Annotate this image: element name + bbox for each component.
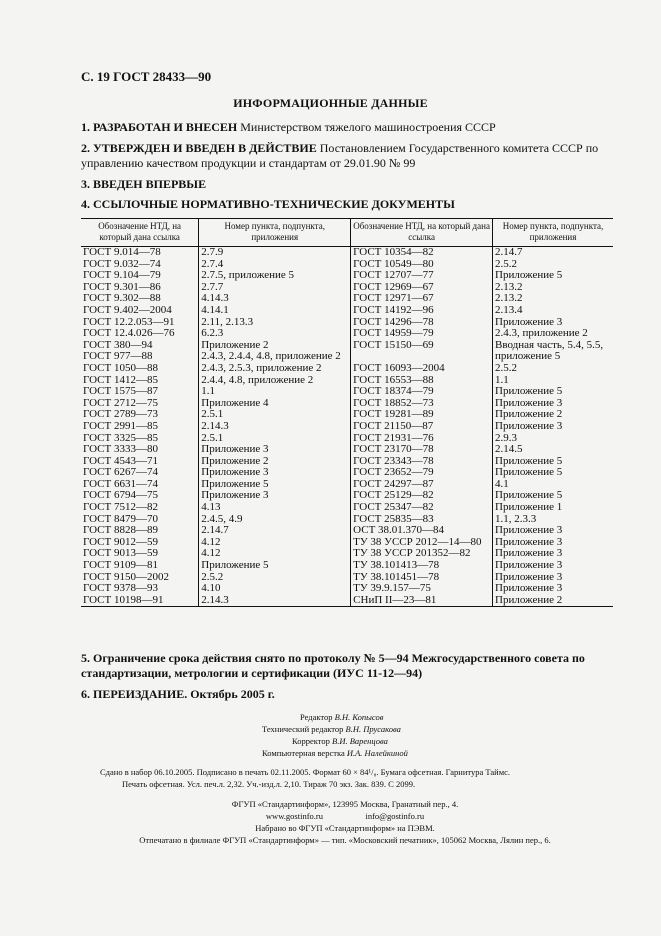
item-number: 1. bbox=[81, 120, 90, 134]
clause-reference: 4.14.1 bbox=[201, 303, 229, 316]
doc-designation: ГОСТ 18852—73 bbox=[353, 396, 434, 409]
clause-reference: 2.7.9 bbox=[201, 246, 224, 258]
publisher-line: ФГУП «Стандартинформ», 123995 Москва, Гранатный пер., 4. bbox=[231, 799, 459, 809]
doc-designation: ГОСТ 9013—59 bbox=[83, 547, 158, 560]
doc-designation: ГОСТ 8828—89 bbox=[83, 524, 158, 537]
clause-reference: Приложение 2 bbox=[495, 593, 563, 606]
clause-reference: Приложение 5 bbox=[201, 477, 269, 490]
column-header: Номер пункта, подпункта, приложения bbox=[199, 219, 351, 247]
page-title: ИНФОРМАЦИОННЫЕ ДАННЫЕ bbox=[233, 96, 428, 110]
doc-designation: ГОСТ 9.014—78 bbox=[83, 246, 161, 258]
doc-designation: ГОСТ 18374—79 bbox=[353, 385, 434, 398]
doc-designation: ГОСТ 9150—2002 bbox=[83, 570, 169, 583]
doc-designation: ГОСТ 9109—81 bbox=[83, 559, 158, 572]
doc-designation: ГОСТ 21931—76 bbox=[353, 431, 434, 444]
clause-reference: Приложение 3 bbox=[495, 524, 563, 537]
doc-designation: ГОСТ 16553—88 bbox=[353, 373, 434, 386]
item-text: ПЕРЕИЗДАНИЕ. Октябрь 2005 г. bbox=[93, 687, 275, 701]
clause-reference: 2.4.3, приложение 2 bbox=[495, 327, 588, 340]
item-number: 3. bbox=[81, 177, 90, 191]
reference-documents-table bbox=[81, 218, 613, 607]
clause-reference: 2.13.4 bbox=[495, 303, 523, 316]
doc-designation: ГОСТ 12.2.053—91 bbox=[83, 315, 175, 328]
clause-reference: Приложение 3 bbox=[201, 443, 269, 456]
clause-reference: Приложение 3 bbox=[495, 315, 563, 328]
clause-reference: 4.14.3 bbox=[201, 292, 229, 305]
doc-designation: ГОСТ 10354—82 bbox=[353, 246, 434, 258]
column-header: Обозначение НТД, на который дана ссылка bbox=[81, 219, 199, 247]
doc-designation: ГОСТ 14959—79 bbox=[353, 327, 434, 340]
publisher-web: www.gostinfo.ru info@gostinfo.ru bbox=[265, 811, 425, 821]
clause-reference: 2.7.5, приложение 5 bbox=[201, 269, 294, 282]
credit-proofreader: Корректор В.И. Варенцова bbox=[292, 736, 388, 746]
item-number: 5. bbox=[81, 651, 90, 665]
clause-reference: 2.7.4 bbox=[201, 257, 224, 270]
publisher-info bbox=[75, 798, 615, 846]
left-doc-column bbox=[81, 247, 199, 607]
item-text: Постановлением Государственного комитета СССР по управлению качеством продукции и стандартам от 29.01.90 № 99 bbox=[81, 141, 599, 170]
doc-designation: ГОСТ 1412—85 bbox=[83, 373, 158, 386]
doc-designation: ГОСТ 8479—70 bbox=[83, 512, 158, 525]
clause-reference: 4.1 bbox=[495, 477, 509, 490]
doc-designation: ГОСТ 9.302—88 bbox=[83, 292, 161, 305]
clause-reference: 2.14.7 bbox=[201, 524, 229, 537]
clause-reference: 6.2.3 bbox=[201, 327, 224, 340]
right-clause-column bbox=[493, 247, 614, 607]
clause-reference: Приложение 5 bbox=[495, 385, 563, 398]
clause-reference: Приложение 3 bbox=[495, 535, 563, 548]
doc-designation: ГОСТ 2991—85 bbox=[83, 419, 158, 432]
doc-designation: ГОСТ 6631—74 bbox=[83, 477, 158, 490]
doc-designation: ГОСТ 19281—89 bbox=[353, 408, 434, 421]
clause-reference: 2.5.2 bbox=[495, 257, 517, 270]
doc-designation: ГОСТ 10198—91 bbox=[83, 593, 164, 606]
doc-designation: ОСТ 38.01.370—84 bbox=[353, 524, 445, 537]
clause-reference: 2.14.3 bbox=[201, 593, 229, 606]
item-heading: УТВЕРЖДЕН И ВВЕДЕН В ДЕЙСТВИЕ bbox=[93, 141, 317, 155]
clause-reference: 1.1, 2.3.3 bbox=[495, 512, 537, 525]
doc-designation: ТУ 38.101413—78 bbox=[353, 559, 440, 572]
info-item-2 bbox=[81, 141, 621, 171]
clause-reference: 2.14.3 bbox=[201, 419, 229, 432]
clause-reference: 2.4.4, 4.8, приложение 2 bbox=[201, 373, 314, 386]
clause-reference: 2.14.5 bbox=[495, 443, 523, 456]
clause-reference: Приложение 3 bbox=[495, 570, 563, 583]
clause-reference: Вводная часть, 5.4, 5.5, приложение 5 bbox=[495, 338, 604, 363]
clause-reference: 2.13.2 bbox=[495, 292, 523, 305]
doc-designation: ГОСТ 14296—78 bbox=[353, 315, 434, 328]
clause-reference: 4.13 bbox=[201, 501, 221, 514]
clause-reference: 2.14.7 bbox=[495, 246, 523, 258]
clause-reference: Приложение 3 bbox=[495, 419, 563, 432]
clause-reference: Приложение 5 bbox=[495, 269, 563, 282]
doc-designation: ГОСТ 9.301—86 bbox=[83, 280, 161, 293]
doc-designation: ГОСТ 15150—69 bbox=[353, 338, 434, 351]
clause-reference: Приложение 5 bbox=[495, 466, 563, 479]
publisher-line: Отпечатано в филиале ФГУП «Стандартинформ» — тип. «Московский печатник», 105062 Москва, Лялин пер., 6. bbox=[139, 835, 551, 845]
clause-reference: Приложение 3 bbox=[201, 466, 269, 479]
item-heading: ССЫЛОЧНЫЕ НОРМАТИВНО-ТЕХНИЧЕСКИЕ ДОКУМЕНТЫ bbox=[93, 197, 455, 211]
item-text: Ограничение срока действия снято по протоколу № 5—94 Межгосударственного совета по стандартизации, метрологии и сертификации (ИУС 11-12—94) bbox=[81, 651, 585, 680]
info-item-6 bbox=[81, 687, 621, 702]
clause-reference: 2.4.3, 2.4.4, 4.8, приложение 2 bbox=[201, 350, 341, 363]
clause-reference: 2.7.7 bbox=[201, 280, 224, 293]
doc-designation: ГОСТ 23652—79 bbox=[353, 466, 434, 479]
info-item-1 bbox=[81, 120, 621, 135]
item-text: Министерством тяжелого машиностроения СССР bbox=[237, 120, 496, 134]
clause-reference: 2.9.3 bbox=[495, 431, 517, 444]
clause-reference: 2.11, 2.13.3 bbox=[201, 315, 254, 328]
doc-designation: ГОСТ 10549—80 bbox=[353, 257, 434, 270]
clause-reference: Приложение 3 bbox=[495, 559, 563, 572]
clause-reference: Приложение 2 bbox=[495, 408, 563, 421]
doc-designation: ГОСТ 12.4.026—76 bbox=[83, 327, 175, 340]
doc-designation: ГОСТ 12969—67 bbox=[353, 280, 434, 293]
credits-block bbox=[220, 711, 520, 759]
doc-designation: ГОСТ 4543—71 bbox=[83, 454, 158, 467]
clause-reference: Приложение 3 bbox=[201, 489, 269, 502]
print-info bbox=[100, 766, 620, 790]
doc-designation: ГОСТ 380—94 bbox=[83, 338, 153, 351]
clause-reference: 4.10 bbox=[201, 582, 221, 595]
doc-designation: ГОСТ 3325—85 bbox=[83, 431, 158, 444]
clause-reference: Приложение 1 bbox=[495, 501, 563, 514]
print-info-line: Сдано в набор 06.10.2005. Подписано в печать 02.11.2005. Формат 60 × 84¹/₈. Бумага офсетная. Гарнитура Таймс. bbox=[100, 767, 510, 777]
doc-designation: ГОСТ 16093—2004 bbox=[353, 361, 445, 374]
clause-reference: 2.5.1 bbox=[201, 431, 224, 444]
doc-designation: ГОСТ 9.032—74 bbox=[83, 257, 161, 270]
clause-reference: Приложение 3 bbox=[495, 582, 563, 595]
clause-reference: Приложение 3 bbox=[495, 396, 563, 409]
doc-designation: ГОСТ 9.104—79 bbox=[83, 269, 161, 282]
doc-designation: ГОСТ 6794—75 bbox=[83, 489, 158, 502]
clause-reference: 2.5.2 bbox=[201, 570, 224, 583]
clause-reference: 2.5.1 bbox=[201, 408, 224, 421]
doc-designation: ГОСТ 2712—75 bbox=[83, 396, 158, 409]
doc-designation: ТУ 39.9.157—75 bbox=[353, 582, 431, 595]
item-heading: РАЗРАБОТАН И ВНЕСЕН bbox=[93, 120, 238, 134]
item-number: 2. bbox=[81, 141, 90, 155]
doc-designation: ГОСТ 24297—87 bbox=[353, 477, 434, 490]
doc-designation: ГОСТ 23170—78 bbox=[353, 443, 434, 456]
doc-designation: ТУ 38 УССР 201352—82 bbox=[353, 547, 471, 560]
credit-tech-editor: Технический редактор В.Н. Прусакова bbox=[262, 724, 401, 734]
doc-designation: ТУ 38 УССР 2012—14—80 bbox=[353, 535, 482, 548]
publisher-line: Набрано во ФГУП «Стандартинформ» на ПЭВМ. bbox=[255, 823, 435, 833]
clause-reference: Приложение 2 bbox=[201, 338, 269, 351]
clause-reference: 2.4.3, 2.5.3, приложение 2 bbox=[201, 361, 322, 374]
clause-reference: Приложение 4 bbox=[201, 396, 269, 409]
left-clause-column bbox=[199, 247, 351, 607]
doc-designation: ГОСТ 3333—80 bbox=[83, 443, 158, 456]
doc-designation: ГОСТ 25347—82 bbox=[353, 501, 434, 514]
column-header: Номер пункта, подпункта, приложения bbox=[493, 219, 614, 247]
doc-designation: ГОСТ 2789—73 bbox=[83, 408, 158, 421]
doc-designation: ГОСТ 14192—96 bbox=[353, 303, 434, 316]
doc-designation: ГОСТ 7512—82 bbox=[83, 501, 158, 514]
doc-designation: ГОСТ 1050—88 bbox=[83, 361, 158, 374]
doc-designation: ГОСТ 9012—59 bbox=[83, 535, 158, 548]
item-heading: ВВЕДЕН ВПЕРВЫЕ bbox=[93, 177, 207, 191]
clause-reference: Приложение 2 bbox=[201, 454, 269, 467]
print-info-line: Печать офсетная. Усл. печ.л. 2,32. Уч.-изд.л. 2,10. Тираж 70 экз. Зак. 839. С 2099. bbox=[122, 779, 416, 789]
clause-reference: 2.4.5, 4.9 bbox=[201, 512, 243, 525]
doc-designation: ГОСТ 23343—78 bbox=[353, 454, 434, 467]
credit-layout: Компьютерная верстка И.А. Налейкиной bbox=[262, 748, 408, 758]
clause-reference: Приложение 3 bbox=[495, 547, 563, 560]
clause-reference: Приложение 5 bbox=[495, 454, 563, 467]
doc-designation: ГОСТ 12971—67 bbox=[353, 292, 434, 305]
credit-editor: Редактор В.Н. Копысов bbox=[300, 712, 384, 722]
clause-reference: 1.1 bbox=[495, 373, 509, 386]
clause-reference: 2.5.2 bbox=[495, 361, 517, 374]
doc-designation: ГОСТ 21150—87 bbox=[353, 419, 434, 432]
clause-reference: 2.13.2 bbox=[495, 280, 523, 293]
clause-reference: 1.1 bbox=[201, 385, 216, 398]
info-item-4 bbox=[81, 197, 621, 212]
item-number: 6. bbox=[81, 687, 90, 701]
doc-designation: ГОСТ 9.402—2004 bbox=[83, 303, 172, 316]
doc-designation: ГОСТ 25835—83 bbox=[353, 512, 434, 525]
doc-designation: ГОСТ 12707—77 bbox=[353, 269, 434, 282]
doc-designation: ТУ 38.101451—78 bbox=[353, 570, 440, 583]
doc-designation: ГОСТ 977—88 bbox=[83, 350, 153, 363]
clause-reference: 4.12 bbox=[201, 547, 221, 560]
doc-designation: ГОСТ 1575—87 bbox=[83, 385, 158, 398]
info-item-3 bbox=[81, 177, 621, 192]
item-number: 4. bbox=[81, 197, 90, 211]
right-doc-column bbox=[351, 247, 493, 607]
clause-reference: Приложение 5 bbox=[495, 489, 563, 502]
doc-designation: ГОСТ 25129—82 bbox=[353, 489, 434, 502]
doc-designation: ГОСТ 6267—74 bbox=[83, 466, 158, 479]
info-item-5 bbox=[81, 651, 621, 681]
clause-reference: 4.12 bbox=[201, 535, 221, 548]
doc-designation: ГОСТ 9378—93 bbox=[83, 582, 158, 595]
clause-reference: Приложение 5 bbox=[201, 559, 269, 572]
doc-designation: СНиП II—23—81 bbox=[353, 593, 437, 606]
column-header: Обозначение НТД, на который дана ссылка bbox=[351, 219, 493, 247]
page-header: С. 19 ГОСТ 28433—90 bbox=[81, 69, 212, 84]
